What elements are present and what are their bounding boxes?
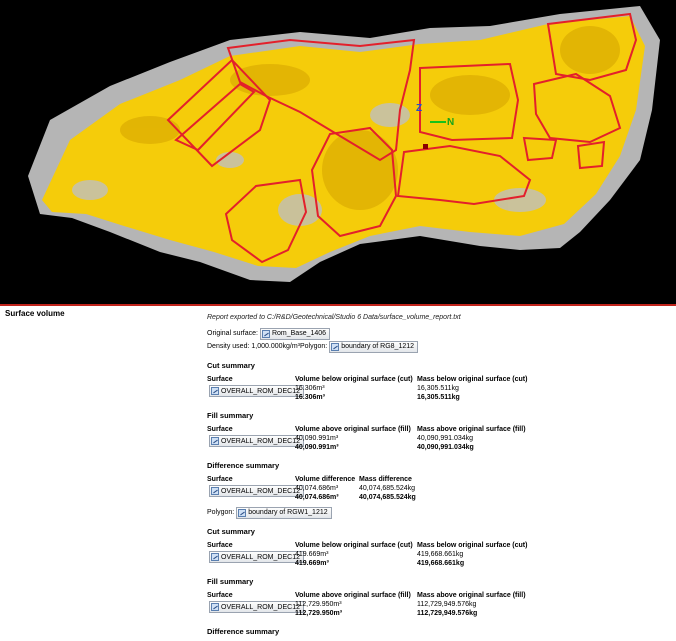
- volume-value: 16.306m³: [295, 385, 325, 392]
- col-mass: Mass above original surface (fill): [417, 426, 526, 433]
- col-volume: Volume below original surface (cut): [295, 542, 413, 549]
- polygon-label: Polygon:: [207, 509, 235, 516]
- terrain-view: [0, 0, 676, 305]
- report-panel: [207, 314, 667, 637]
- surface-cell: [207, 435, 300, 453]
- surface-icon: [211, 487, 219, 495]
- surface-name: OVERALL_ROM_DEC12: [221, 387, 300, 395]
- volume-total: 40,074.686m³: [295, 494, 339, 501]
- mass-total: 40,074,685.524kg: [359, 494, 416, 501]
- surface-icon: [211, 603, 219, 611]
- volume-total: 40,090.991m³: [295, 444, 339, 451]
- col-volume: Volume difference: [295, 476, 356, 483]
- col-surface: Surface: [207, 542, 233, 549]
- surface-name: OVERALL_ROM_DEC12: [221, 553, 300, 561]
- col-mass: Mass below original surface (cut): [417, 376, 528, 383]
- col-surface: Surface: [207, 476, 233, 483]
- cut-summary-table: [207, 542, 667, 569]
- surface-name: OVERALL_ROM_DEC12: [221, 437, 300, 445]
- volume-value: 112,729.950m³: [295, 601, 342, 608]
- density-label: Density used: 1,000.000kg/m³: [207, 343, 300, 350]
- cut-summary-table: [207, 376, 667, 403]
- volume-total: 112,729.950m³: [295, 610, 343, 617]
- fill-summary-title: Fill summary: [207, 577, 254, 586]
- mass-total: 16,305.511kg: [417, 394, 460, 401]
- volume-value: 419.669m³: [295, 551, 329, 558]
- export-note: Report exported to C:/R&D/Geotechnical/Studio 6 Data/surface_volume_report.txt: [207, 314, 461, 321]
- viewport-divider[interactable]: [0, 304, 676, 306]
- col-mass: Mass difference: [359, 476, 412, 483]
- fill-summary-title: Fill summary: [207, 411, 254, 420]
- polygon-icon: [238, 509, 246, 517]
- volume-total: 16.306m³: [295, 394, 325, 401]
- 3d-viewport[interactable]: [0, 0, 676, 305]
- surface-icon: [211, 437, 219, 445]
- polygon-label: Polygon:: [300, 343, 328, 350]
- surface-icon: [262, 330, 270, 338]
- original-surface-label: Original surface:: [207, 330, 258, 337]
- surface-chip[interactable]: [209, 435, 304, 447]
- col-mass: Mass below original surface (cut): [417, 542, 528, 549]
- surface-cell: [207, 485, 300, 503]
- fill-summary-table: [207, 592, 667, 619]
- mass-value: 40,090,991.034kg: [417, 435, 474, 442]
- difference-summary-title: Difference summary: [207, 461, 280, 470]
- mass-total: 112,729,949.576kg: [417, 610, 478, 617]
- surface-name: OVERALL_ROM_DEC12: [221, 603, 300, 611]
- col-surface: Surface: [207, 376, 233, 383]
- col-volume: Volume above original surface (fill): [295, 426, 411, 433]
- col-volume: Volume above original surface (fill): [295, 592, 411, 599]
- volume-value: 40,090.991m³: [295, 435, 339, 442]
- surface-chip[interactable]: [209, 385, 304, 397]
- col-volume: Volume below original surface (cut): [295, 376, 413, 383]
- axis-z-label: Z: [416, 103, 423, 114]
- surface-icon: [211, 553, 219, 561]
- original-surface-row: [207, 327, 667, 340]
- mass-total: 419,668.661kg: [417, 560, 465, 567]
- difference-summary-title: Difference summary: [207, 627, 280, 636]
- cut-summary-title: Cut summary: [207, 361, 255, 370]
- surface-icon: [211, 387, 219, 395]
- col-mass: Mass above original surface (fill): [417, 592, 526, 599]
- polygon2-row: [207, 506, 667, 519]
- mass-value: 112,729,949.576kg: [417, 601, 477, 608]
- volume-value: 40,074.686m³: [295, 485, 339, 492]
- original-surface-chip[interactable]: [260, 328, 330, 340]
- surface-cell: [207, 551, 300, 569]
- axis-n-label: N: [447, 117, 455, 128]
- mass-value: 40,074,685.524kg: [359, 485, 416, 492]
- fill-summary-table: [207, 426, 667, 453]
- mass-value: 419,668.661kg: [417, 551, 464, 558]
- origin-marker: [423, 144, 428, 149]
- cut-summary-title: Cut summary: [207, 527, 255, 536]
- surface-chip[interactable]: [209, 551, 304, 563]
- density-row: [207, 340, 667, 353]
- polygon-value: boundary of RG8_1212: [341, 343, 415, 350]
- col-surface: Surface: [207, 426, 233, 433]
- difference-summary-table: [207, 476, 667, 503]
- polygon-chip[interactable]: [329, 341, 418, 353]
- surface-chip[interactable]: [209, 485, 304, 497]
- polygon-icon: [331, 343, 339, 351]
- original-surface-value: Rom_Base_1406: [271, 330, 327, 337]
- mass-total: 40,090,991.034kg: [417, 444, 474, 451]
- volume-total: 419.669m³: [295, 560, 329, 567]
- surface-cell: [207, 385, 300, 403]
- surface-chip[interactable]: [209, 601, 304, 613]
- polygon-value: boundary of RGW1_1212: [248, 509, 328, 516]
- surface-cell: [207, 601, 300, 619]
- panel-title: Surface volume: [5, 309, 65, 318]
- mass-value: 16,305.511kg: [417, 385, 459, 392]
- col-surface: Surface: [207, 592, 233, 599]
- surface-name: OVERALL_ROM_DEC12: [221, 487, 300, 495]
- polygon-chip[interactable]: [236, 507, 331, 519]
